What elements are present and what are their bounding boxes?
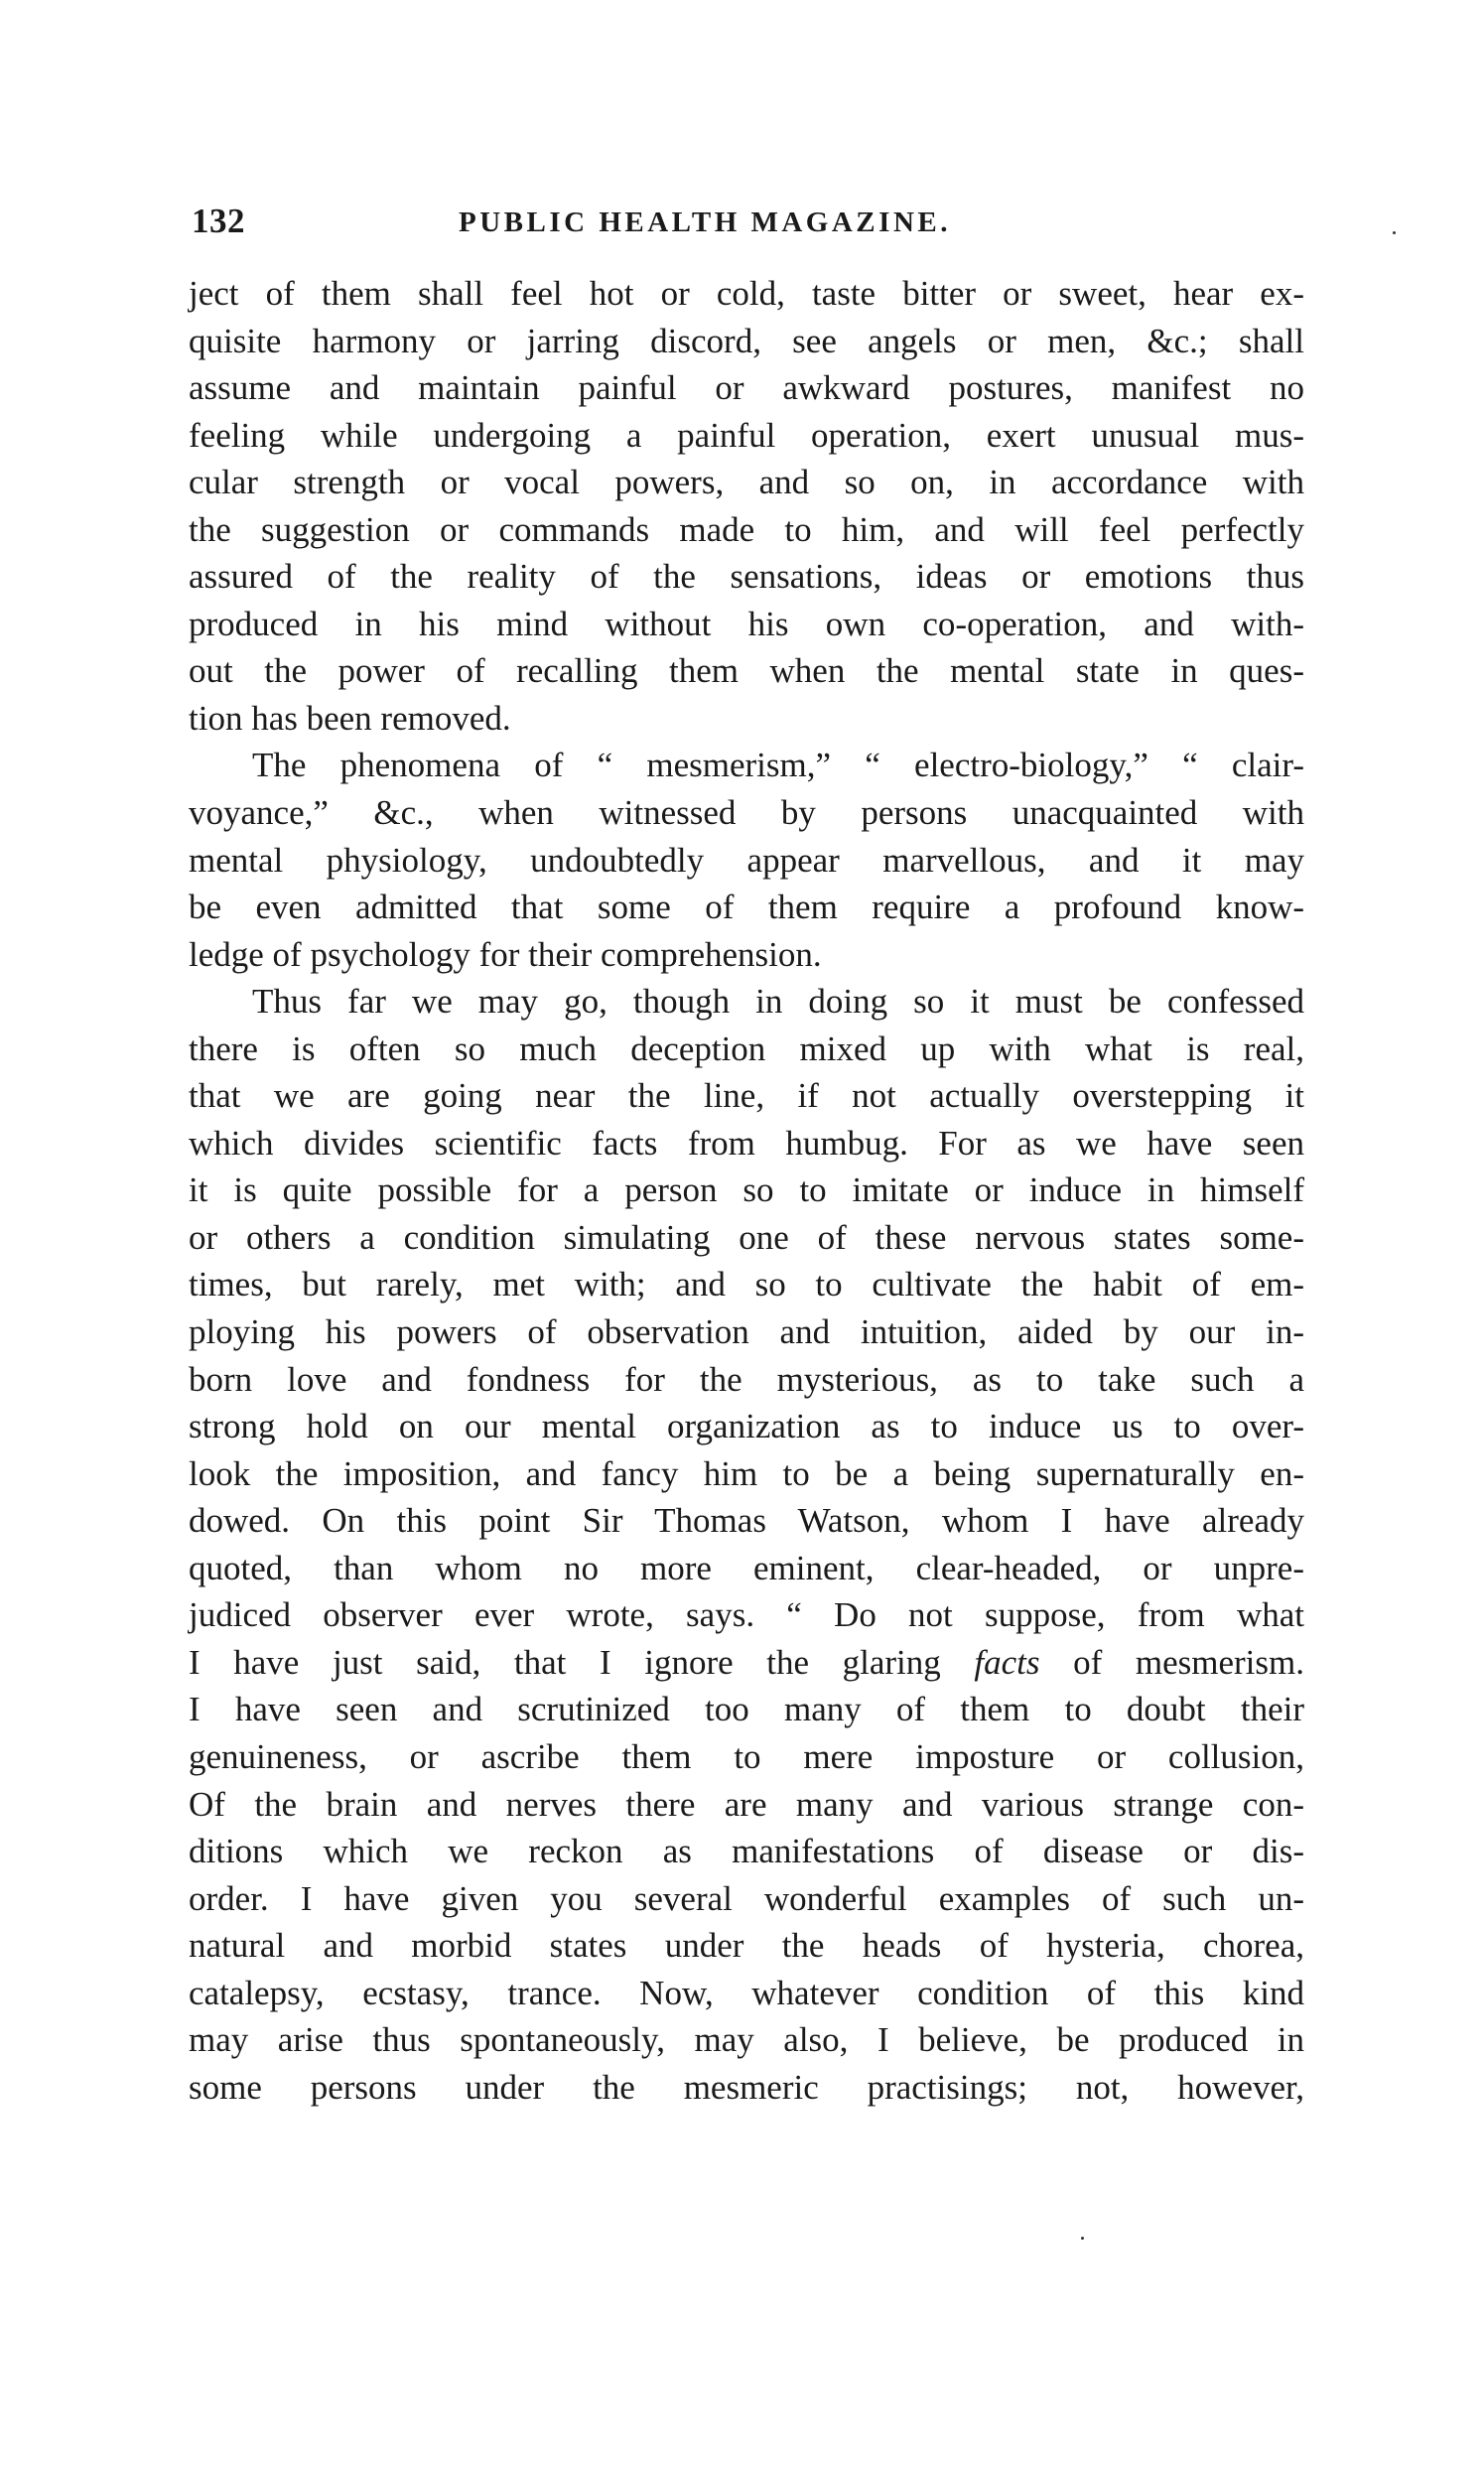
text-line: there is often so much deception mixed up with what is real, <box>189 1029 1304 1068</box>
text-line: order. I have given you several wonderful examples of such un- <box>189 1878 1304 1918</box>
text-line: produced in his mind without his own co-operation, and with- <box>189 604 1304 643</box>
text-line: dowed. On this point Sir Thomas Watson, whom I have already <box>189 1501 1304 1541</box>
text-line: times, but rarely, met with; and so to cultivate the habit of em- <box>189 1265 1304 1304</box>
text-line: assured of the reality of the sensations, ideas or emotions thus <box>189 557 1304 597</box>
text-segment: of mesmerism. <box>1039 1642 1304 1682</box>
text-line: voyance,” &c., when witnessed by persons unacquainted with <box>189 793 1304 833</box>
text-line: catalepsy, ecstasy, trance. Now, whatever condition of this kind <box>189 1973 1304 2012</box>
text-line: assume and maintain painful or awkward postures, manifest no <box>189 368 1304 408</box>
text-line: I have seen and scrutinized too many of them to doubt their <box>189 1690 1304 1729</box>
text-line: quoted, than whom no more eminent, clear-headed, or unpre- <box>189 1548 1304 1587</box>
text-line: ject of them shall feel hot or cold, taste bitter or sweet, hear ex- <box>189 274 1304 313</box>
text-line: judiced observer ever wrote, says. “ Do not suppose, from what <box>189 1595 1304 1635</box>
text-line: strong hold on our mental organization as to induce us to over- <box>189 1407 1304 1446</box>
margin-speck <box>1393 231 1396 234</box>
text-line: be even admitted that some of them require a profound know- <box>189 888 1304 927</box>
text-line: or others a condition simulating one of these nervous states some- <box>189 1217 1304 1257</box>
text-line: look the imposition, and fancy him to be a being supernaturally en- <box>189 1453 1304 1493</box>
text-line: genuineness, or ascribe them to mere imposture or collusion, <box>189 1736 1304 1776</box>
text-line: ledge of psychology for their comprehension. <box>189 934 822 974</box>
text-line: out the power of recalling them when the mental state in ques- <box>189 651 1304 691</box>
running-title: PUBLIC HEALTH MAGAZINE. <box>459 206 951 238</box>
text-line-with-italic <box>189 1639 1304 1687</box>
paragraph-start-line: The phenomena of “ mesmerism,” “ electro-biology,” “ clair- <box>252 746 1304 785</box>
page-header <box>192 202 1305 251</box>
text-line: cular strength or vocal powers, and so on, in accordance with <box>189 463 1304 502</box>
text-line: quisite harmony or jarring discord, see angels or men, &c.; shall <box>189 321 1304 360</box>
text-line: which divides scientific facts from humbug. For as we have seen <box>189 1123 1304 1163</box>
text-line: ditions which we reckon as manifestations of disease or dis- <box>189 1832 1304 1871</box>
text-segment: I have just said, that I ignore the glaring <box>189 1642 975 1682</box>
text-line: born love and fondness for the mysterious, as to take such a <box>189 1359 1304 1399</box>
body-text <box>189 270 1304 2111</box>
text-line: ploying his powers of observation and intuition, aided by our in- <box>189 1312 1304 1352</box>
text-line: the suggestion or commands made to him, and will feel perfectly <box>189 509 1304 549</box>
text-line: some persons under the mesmeric practisings; not, however, <box>189 2067 1304 2107</box>
margin-speck <box>1081 2237 1084 2240</box>
text-line: mental physiology, undoubtedly appear marvellous, and it may <box>189 840 1304 880</box>
text-line: Of the brain and nerves there are many and various strange con- <box>189 1784 1304 1824</box>
text-line: natural and morbid states under the heads of hysteria, chorea, <box>189 1926 1304 1966</box>
text-line: tion has been removed. <box>189 698 511 738</box>
italic-word: facts <box>974 1642 1040 1682</box>
text-line: it is quite possible for a person so to imitate or induce in himself <box>189 1170 1304 1210</box>
text-line: may arise thus spontaneously, may also, I believe, be produced in <box>189 2020 1304 2060</box>
page-number: 132 <box>192 202 245 240</box>
text-line: feeling while undergoing a painful operation, exert unusual mus- <box>189 415 1304 455</box>
text-line: that we are going near the line, if not actually overstepping it <box>189 1076 1304 1116</box>
paragraph-start-line: Thus far we may go, though in doing so it must be confessed <box>252 982 1304 1022</box>
